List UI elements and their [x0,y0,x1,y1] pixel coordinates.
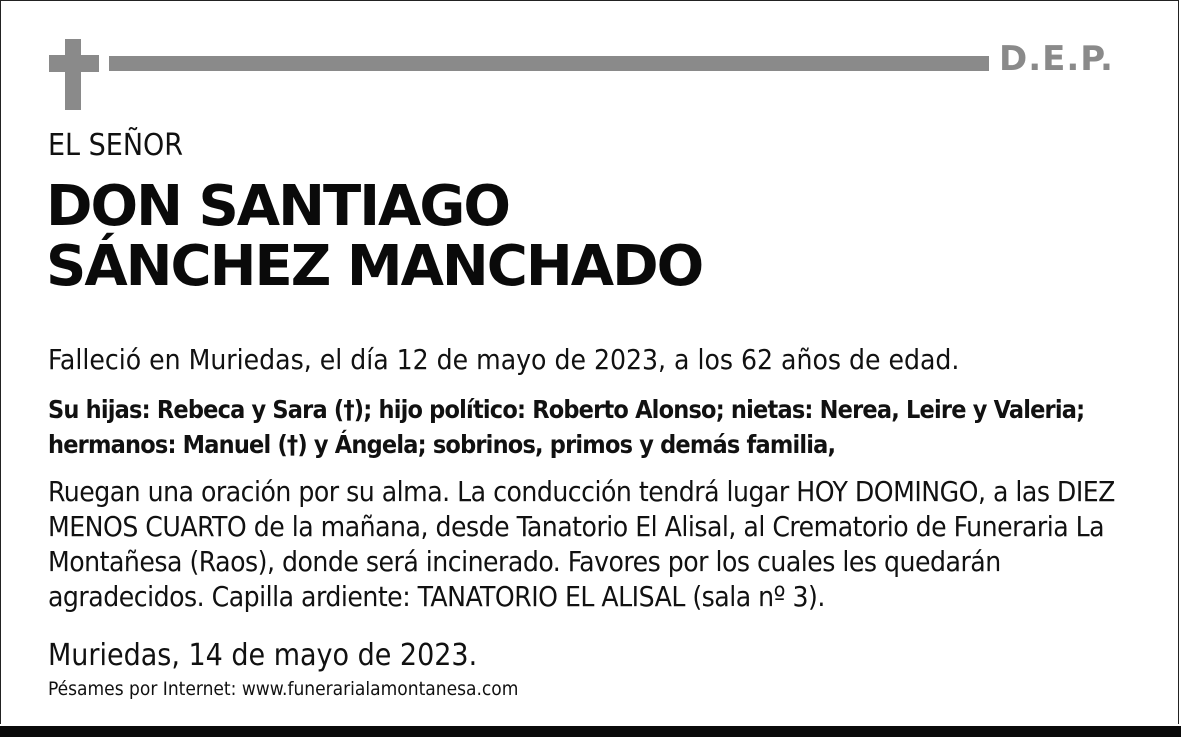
dep-badge: D.E.P. [999,39,1114,79]
place-date: Muriedas, 14 de mayo de 2023. [48,638,478,673]
honorific: EL SEÑOR [48,128,184,163]
bottom-bar [0,726,1181,737]
deceased-name [46,174,703,299]
death-statement: Falleció en Muriedas, el día 12 de mayo de 2023, a los 62 años de edad. [48,343,960,376]
cross-icon-vertical [65,39,81,110]
cross-icon-horizontal [49,55,99,72]
condolences-website: Pésames por Internet: www.funerarialamontanesa.com [48,678,519,700]
deceased-name-line2: SÁNCHEZ MANCHADO [46,234,703,299]
ceremony-details: Ruegan una oración por su alma. La conducción tendrá lugar HOY DOMINGO, a las DIEZ MENOS CUARTO de la mañana, desde Tanatorio El Alisal, al Crematorio de Funeraria La Montañesa (Raos), donde será incinerado. Favores por los cuales les quedarán agradecidos. Capilla ardiente: TANATORIO EL ALISAL (sala nº 3). [48,475,1115,613]
deceased-name-line1: DON SANTIAGO [46,174,509,239]
family-list: Su hijas: Rebeca y Sara (†); hijo político: Roberto Alonso; nietas: Nerea, Leire y Valeria; hermanos: Manuel (†) y Ángela; sobrinos, primos y demás familia, [48,395,1085,459]
header-rule [109,56,989,71]
